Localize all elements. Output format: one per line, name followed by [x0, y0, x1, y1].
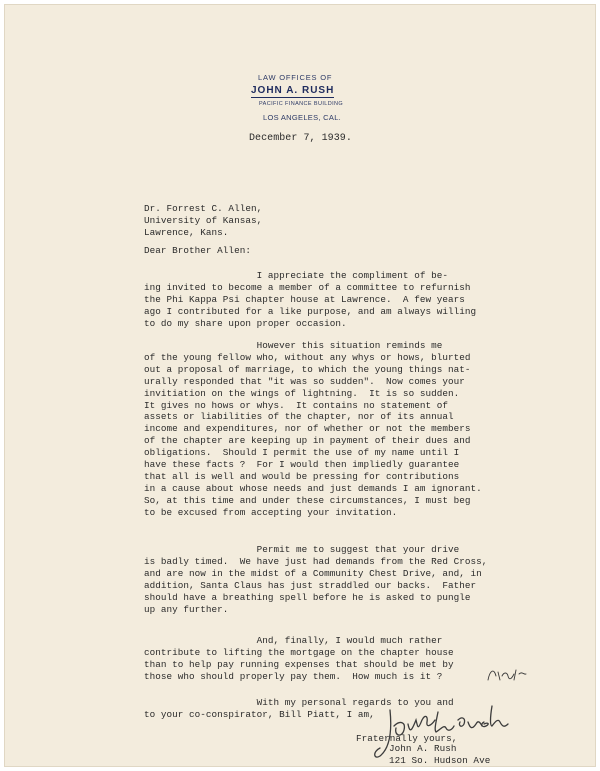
paragraph-5: With my personal regards to you and to your co-conspirator, Bill Piatt, I am,	[144, 697, 454, 720]
signer-address: 121 So. Hudson Ave	[389, 755, 491, 766]
paragraph-2: However this situation reminds me of the young fellow who, without any whys or hows, blurted out a proposal of marriage, to which the young things nat- urally responded that "it was so sudden". Now comes your invitiation on the wings of lightning. It is so sudden. It gives no hows or whys. It contains no statement of assets or liabilities of the chapter, nor of its annual income and expenditures, nor of whether or not the members of the chapter are keeping up in payment of their dues and obligations. Should I permit the use of my name until I have these facts ? For I would then impliedly guarantee that all is well and would be pressing for contributions in a cause about whose needs and just demands I am ignorant. So, at this time and under these circumstances, I must beg to be excused from accepting your invitation.	[144, 340, 482, 518]
letterhead-building: PACIFIC FINANCE BUILDING	[259, 101, 344, 107]
handwritten-note	[486, 666, 528, 684]
letterhead-name: JOHN A. RUSH	[251, 85, 335, 96]
recipient-line-1: Dr. Forrest C. Allen,	[144, 203, 263, 214]
signer-name: John A. Rush	[389, 743, 457, 754]
letter-date: December 7, 1939.	[249, 133, 352, 144]
paragraph-4: And, finally, I would much rather contribute to lifting the mortgage on the chapter house than to help pay running expenses that should be met by those who should properly pay them. How much is it ?	[144, 635, 454, 682]
recipient-line-2: University of Kansas,	[144, 214, 263, 226]
recipient-line-3: Lawrence, Kans.	[144, 226, 229, 238]
letterhead-city: LOS ANGELES, CAL.	[263, 113, 342, 122]
paragraph-3: Permit me to suggest that your drive is badly timed. We have just had demands from the Red Cross, and are now in the midst of a Community Chest Drive, and, in addition, Santa Claus has just straddled our backs. Father should have a breathing spell before he is asked to pungle up any further.	[144, 544, 488, 615]
salutation: Dear Brother Allen:	[144, 245, 251, 256]
closing: Fraternally yours,	[356, 733, 458, 744]
letterhead-office: LAW OFFICES OF	[258, 73, 333, 82]
paragraph-1: I appreciate the compliment of be- ing invited to become a member of a committee to refurnish the Phi Kappa Psi chapter house at Lawrence. A few years ago I contributed for a like purpose, and am always willing to do my share upon proper occasion.	[144, 270, 477, 329]
recipient-address	[144, 203, 262, 239]
